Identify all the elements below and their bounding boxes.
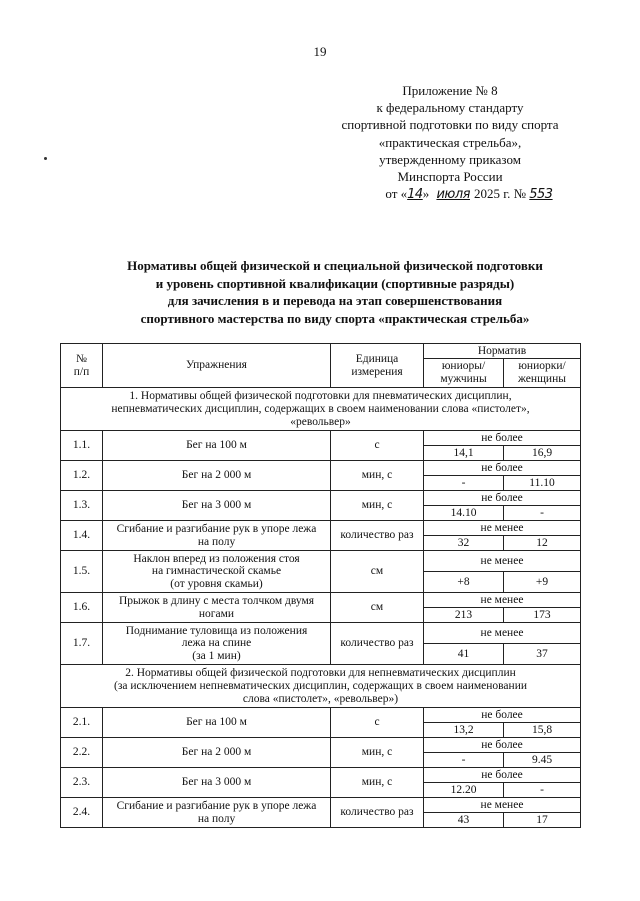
order-date-line	[330, 185, 570, 203]
unit: с	[331, 708, 424, 738]
norm-condition: не более	[424, 491, 581, 506]
unit: см	[331, 551, 424, 593]
norm-condition: не более	[424, 768, 581, 783]
section2-rows	[61, 708, 581, 828]
title-line: Нормативы общей физической и специальной физической подготовки	[127, 258, 543, 273]
exercise-name: Бег на 2 000 м	[103, 461, 331, 491]
value-men: 32	[424, 536, 504, 551]
table-row	[61, 491, 581, 506]
table-row	[61, 798, 581, 813]
appendix-line: спортивной подготовки по виду спорта	[341, 117, 559, 133]
value-women: 16,9	[504, 446, 581, 461]
value-men: 213	[424, 608, 504, 623]
exercise-name: Прыжок в длину с места толчком двумя ногами	[103, 593, 331, 623]
unit: мин, с	[331, 738, 424, 768]
header-juniors: юниоры/ мужчины	[424, 359, 504, 388]
table-row	[61, 431, 581, 446]
norms-table	[60, 343, 581, 828]
exercise-name: Поднимание туловища из положения лежа на спине (за 1 мин)	[103, 623, 331, 665]
table-row	[61, 708, 581, 723]
row-number: 1.7.	[61, 623, 103, 665]
table-row	[61, 738, 581, 753]
row-number: 1.2.	[61, 461, 103, 491]
row-number: 1.5.	[61, 551, 103, 593]
table-row	[61, 551, 581, 572]
value-women: 17	[504, 813, 581, 828]
header-num: № п/п	[61, 344, 103, 388]
row-number: 2.2.	[61, 738, 103, 768]
table-row	[61, 768, 581, 783]
appendix-line: Приложение № 8	[402, 83, 498, 98]
handwritten-month: июля	[436, 187, 470, 203]
row-number: 1.1.	[61, 431, 103, 461]
date-prefix: от «	[385, 186, 408, 202]
row-number: 2.3.	[61, 768, 103, 798]
unit: количество раз	[331, 798, 424, 828]
value-women: +9	[504, 572, 581, 593]
exercise-name: Сгибание и разгибание рук в упоре лежа на полу	[103, 798, 331, 828]
value-women: -	[504, 783, 581, 798]
handwritten-day: 14	[407, 187, 423, 203]
section1-rows	[61, 431, 581, 665]
norm-condition: не менее	[424, 623, 581, 644]
table-row	[61, 623, 581, 644]
value-men: 41	[424, 644, 504, 665]
norm-condition: не более	[424, 431, 581, 446]
value-men: -	[424, 476, 504, 491]
title-line: спортивного мастерства по виду спорта «практическая стрельба»	[140, 310, 530, 326]
value-women: 37	[504, 644, 581, 665]
appendix-line: к федеральному стандарту	[376, 100, 524, 116]
value-men: 14.10	[424, 506, 504, 521]
exercise-name: Бег на 3 000 м	[103, 491, 331, 521]
row-number: 2.4.	[61, 798, 103, 828]
unit: мин, с	[331, 768, 424, 798]
unit: мин, с	[331, 461, 424, 491]
value-men: -	[424, 753, 504, 768]
value-women: 15,8	[504, 723, 581, 738]
header-norm: Норматив	[424, 344, 581, 359]
exercise-name: Бег на 2 000 м	[103, 738, 331, 768]
norm-condition: не более	[424, 708, 581, 723]
unit: количество раз	[331, 521, 424, 551]
date-mid: »	[422, 186, 430, 202]
unit: количество раз	[331, 623, 424, 665]
value-women: 173	[504, 608, 581, 623]
value-men: +8	[424, 572, 504, 593]
title-line: для зачисления в и перевода на этап совершенствования	[167, 293, 503, 308]
norm-condition: не менее	[424, 798, 581, 813]
appendix-line: утвержденному приказом	[379, 151, 521, 167]
unit: мин, с	[331, 491, 424, 521]
value-women: -	[504, 506, 581, 521]
row-number: 1.4.	[61, 521, 103, 551]
section-heading: 2. Нормативы общей физической подготовки для непневматических дисциплин (за исключением непневматических дисциплин, содержащих в своем наименовании слова «пистолет», «револьвер»)	[61, 665, 581, 708]
header-unit: Единица измерения	[331, 344, 424, 388]
row-number: 2.1.	[61, 708, 103, 738]
norm-condition: не менее	[424, 593, 581, 608]
exercise-name: Бег на 3 000 м	[103, 768, 331, 798]
table-row	[61, 593, 581, 608]
handwritten-order-number: 553	[529, 187, 553, 203]
header-exercise: Упражнения	[103, 344, 331, 388]
value-women: 9.45	[504, 753, 581, 768]
header-junior-women: юниорки/ женщины	[504, 359, 581, 388]
margin-dot	[44, 157, 47, 160]
value-men: 14,1	[424, 446, 504, 461]
norm-condition: не менее	[424, 551, 581, 572]
norm-condition: не более	[424, 738, 581, 753]
row-number: 1.6.	[61, 593, 103, 623]
value-women: 11.10	[504, 476, 581, 491]
page-number: 19	[313, 44, 327, 59]
value-men: 43	[424, 813, 504, 828]
table-row	[61, 521, 581, 536]
exercise-name: Наклон вперед из положения стоя на гимнастической скамье (от уровня скамьи)	[103, 551, 331, 593]
document-title	[80, 257, 590, 327]
norm-condition: не более	[424, 461, 581, 476]
appendix-line: «практическая стрельба»,	[378, 134, 522, 150]
section-heading: 1. Нормативы общей физической подготовки для пневматических дисциплин, непневматических дисциплин, содержащих в своем наименовании слова «пистолет», «револьвер»	[61, 388, 581, 431]
appendix-line: Минспорта России	[397, 169, 503, 185]
value-men: 12.20	[424, 783, 504, 798]
unit: см	[331, 593, 424, 623]
exercise-name: Бег на 100 м	[103, 431, 331, 461]
norm-condition: не менее	[424, 521, 581, 536]
appendix-header	[330, 82, 570, 203]
unit: с	[331, 431, 424, 461]
date-year: 2025 г. №	[473, 186, 527, 202]
value-women: 12	[504, 536, 581, 551]
value-men: 13,2	[424, 723, 504, 738]
exercise-name: Сгибание и разгибание рук в упоре лежа на полу	[103, 521, 331, 551]
table-row	[61, 461, 581, 476]
exercise-name: Бег на 100 м	[103, 708, 331, 738]
title-line: и уровень спортивной квалификации (спортивные разряды)	[155, 275, 515, 291]
row-number: 1.3.	[61, 491, 103, 521]
